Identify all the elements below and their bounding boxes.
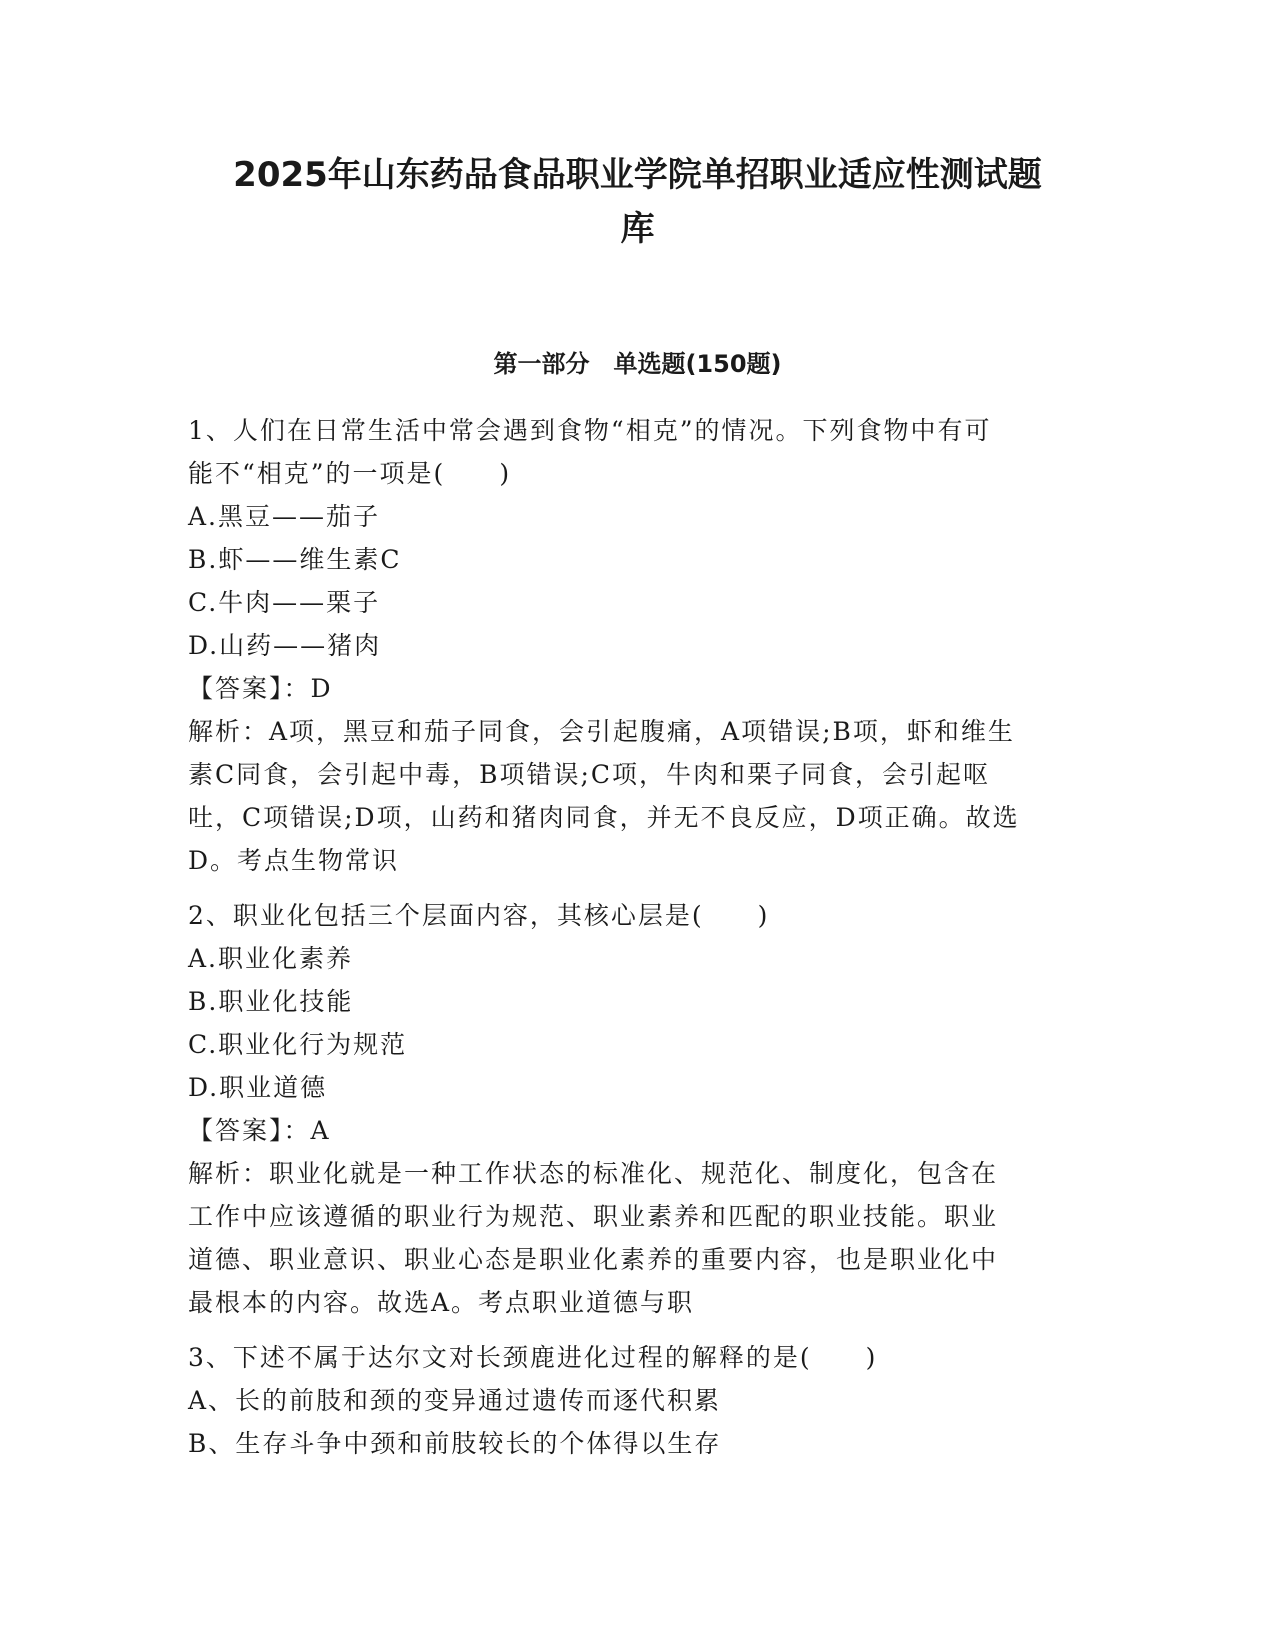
question-list — [188, 409, 1088, 1477]
option-a: A、长的前肢和颈的变异通过遗传而逐代积累 — [188, 1386, 722, 1415]
question-1 — [188, 409, 1088, 882]
analysis-line: 道德、职业意识、职业心态是职业化素养的重要内容，也是职业化中 — [188, 1245, 999, 1274]
section-title: 第一部分 单选题(150题) — [493, 350, 782, 378]
question-stem-line: 3、下述不属于达尔文对长颈鹿进化过程的解释的是( ) — [188, 1343, 878, 1372]
analysis-line: 解析：职业化就是一种工作状态的标准化、规范化、制度化，包含在 — [188, 1159, 999, 1188]
title-line-1: 2025年山东药品食品职业学院单招职业适应性测试题 — [233, 155, 1042, 195]
question-stem-line: 2、职业化包括三个层面内容，其核心层是( ) — [188, 901, 770, 930]
document-title — [150, 148, 1125, 256]
question-3 — [188, 1336, 1088, 1465]
analysis-line: 最根本的内容。故选A。考点职业道德与职 — [188, 1288, 695, 1317]
analysis-line: 工作中应该遵循的职业行为规范、职业素养和匹配的职业技能。职业 — [188, 1202, 999, 1231]
option-a: A.职业化素养 — [188, 944, 354, 973]
option-c: C.职业化行为规范 — [188, 1030, 408, 1059]
title-line-2: 库 — [620, 209, 655, 249]
option-b: B.虾——维生素C — [188, 545, 402, 574]
question-2 — [188, 894, 1088, 1324]
question-stem-line: 能不“相克”的一项是( ) — [188, 459, 512, 488]
option-b: B、生存斗争中颈和前肢较长的个体得以生存 — [188, 1429, 722, 1458]
analysis-line: D。考点生物常识 — [188, 846, 400, 875]
analysis-line: 素C同食，会引起中毒，B项错误;C项，牛肉和栗子同食，会引起呕 — [188, 760, 991, 789]
question-stem-line: 1、人们在日常生活中常会遇到食物“相克”的情况。下列食物中有可 — [188, 416, 992, 445]
option-d: D.职业道德 — [188, 1073, 328, 1102]
option-b: B.职业化技能 — [188, 987, 354, 1016]
option-c: C.牛肉——栗子 — [188, 588, 381, 617]
option-d: D.山药——猪肉 — [188, 631, 382, 660]
analysis-line: 解析：A项，黑豆和茄子同食，会引起腹痛，A项错误;B项，虾和维生 — [188, 717, 1015, 746]
option-a: A.黑豆——茄子 — [188, 502, 381, 531]
answer: 【答案】：A — [188, 1116, 331, 1145]
answer: 【答案】：D — [188, 674, 333, 703]
analysis-line: 吐，C项错误;D项，山药和猪肉同食，并无不良反应，D项正确。故选 — [188, 803, 1020, 832]
